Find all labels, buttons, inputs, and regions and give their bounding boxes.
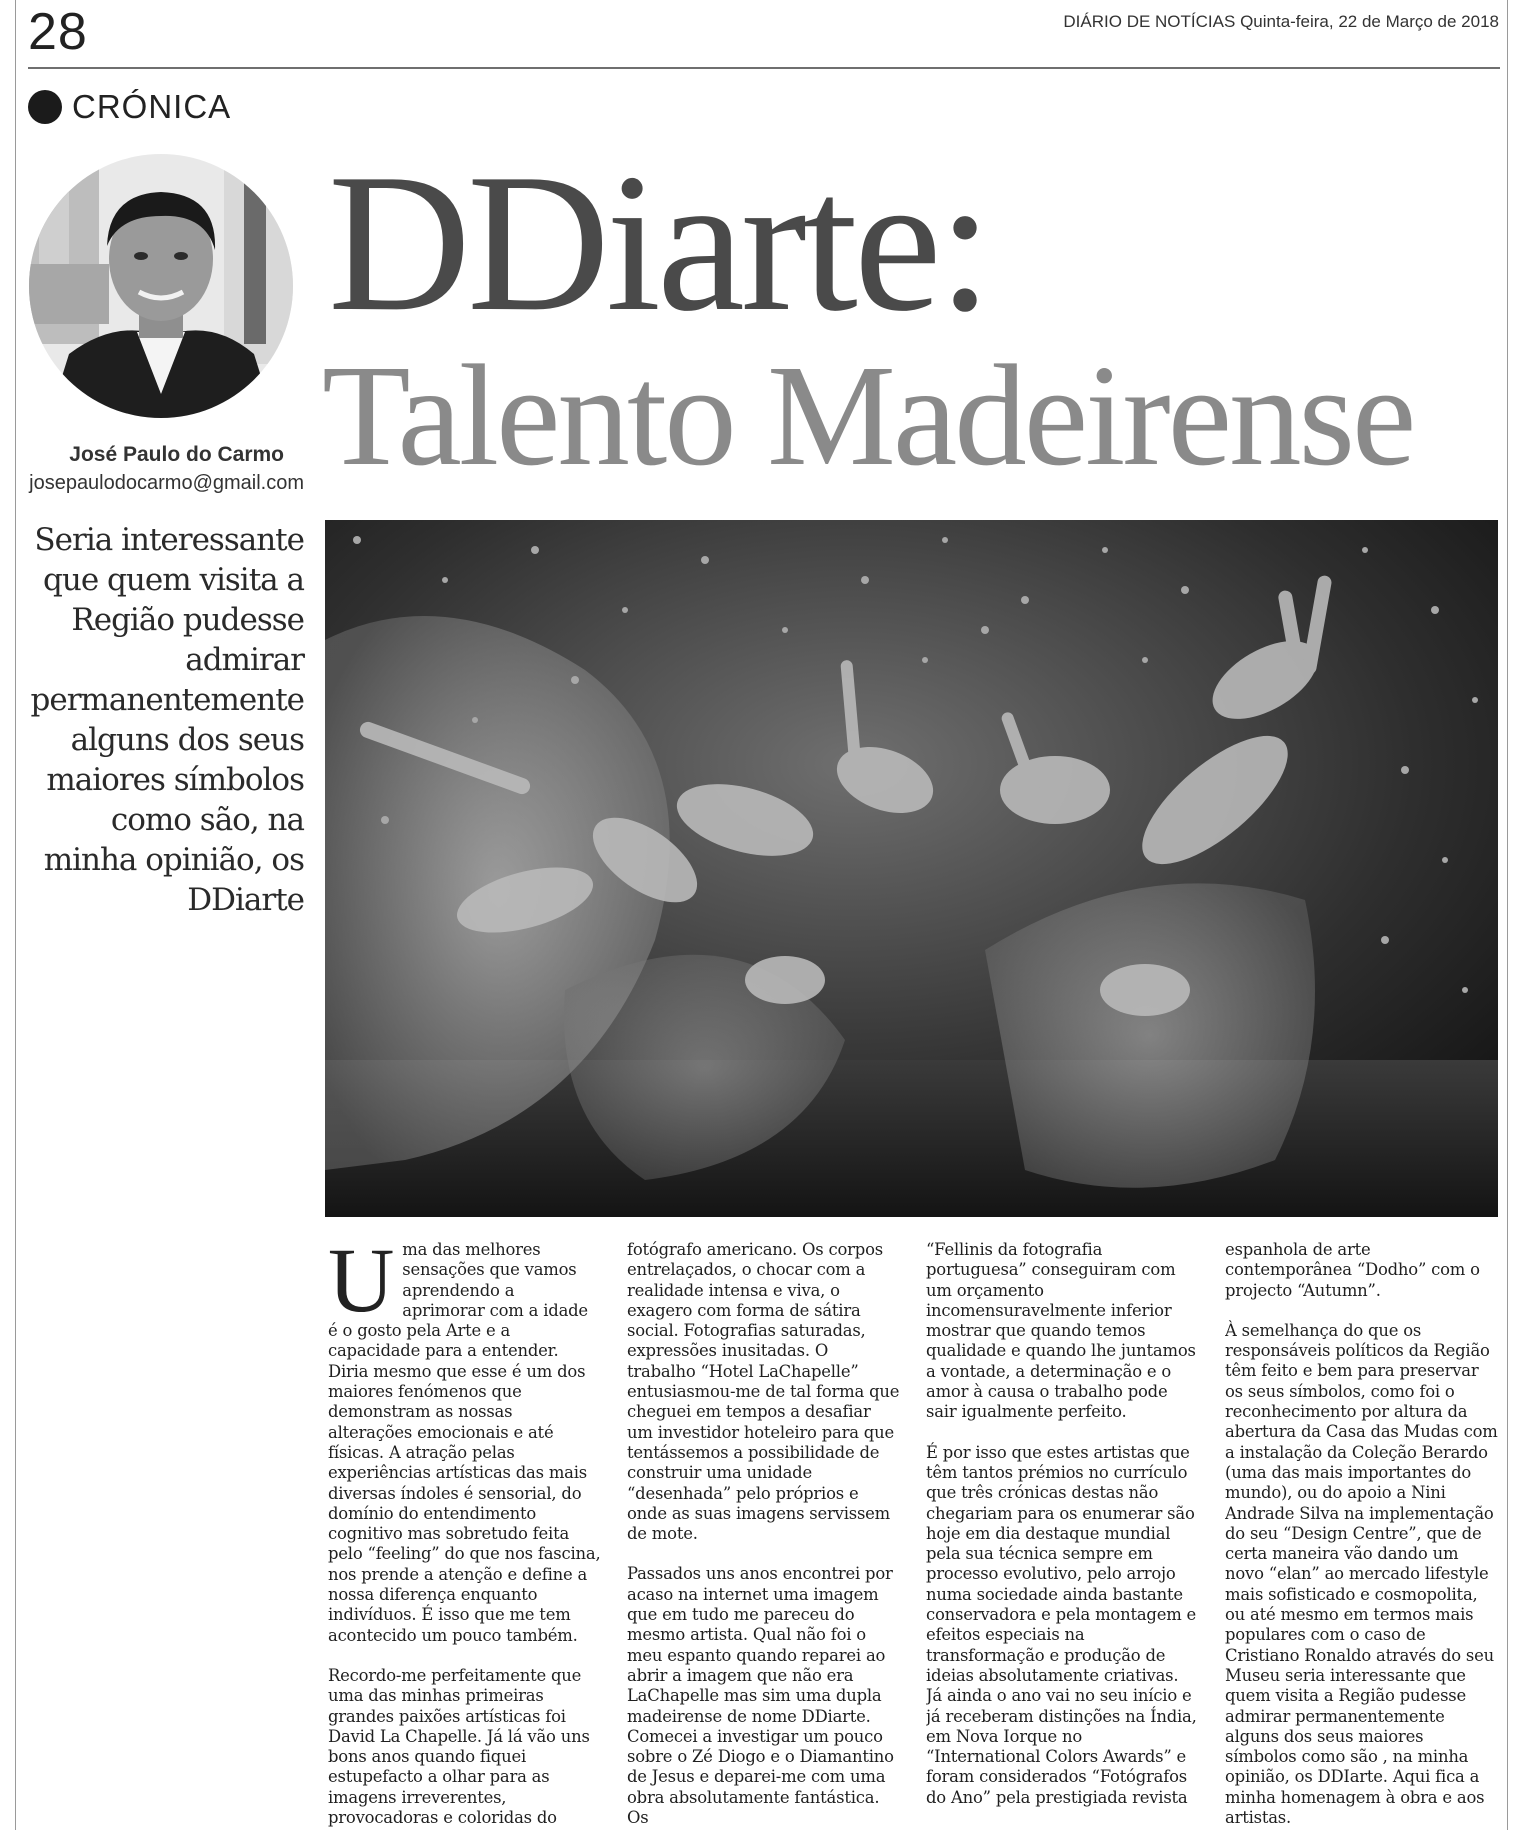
page-frame-left (15, 0, 16, 1830)
article-paragraph: É por isso que estes artistas que têm tantos prémios no currículo que três crónicas destas não chegariam para os enumerar são hoje em dia destaque mundial pela sua técnica sempre em processo evolutivo, pelo arrojo numa sociedade ainda bastante conservadora e pela montagem e efeitos especiais na transformação e produção de ideias absolutamente criativas. Já ainda o ano vai no seu início e já receberam distinções na Índia, em Nova Iorque no “International Colors Awards” e foram considerados “Fotógrafos do Ano” pela prestigiada revista (926, 1442, 1197, 1807)
article-paragraph: Recordo-me perfeitamente que uma das minhas primeiras grandes paixões artísticas foi David La Chapelle. Já lá vão uns bons anos quando fiquei estupefacto a olhar para as imagens irreverentes, provocadoras e coloridas do (328, 1665, 590, 1828)
article-paragraph: À semelhança do que os responsáveis políticos da Região têm feito e bem para preservar os seus símbolos, como foi o reconhecimento por altura da abertura da Casa das Mudas com a instalação da Coleção Berardo (uma das mais importantes do mundo), ou do apoio a Nini Andrade Silva na implementação do seu “Design Centre”, que de certa maneira vão dando um novo “elan” ao mercado lifestyle mais sofisticado e cosmopolita, ou até mesmo em termos mais populares com o caso de Cristiano Ronaldo através do seu Museu seria interessante que quem visita a Região pudesse admirar permanentemente alguns dos seus maiores símbolos como são , na minha opinião, os DDIarte. Aqui fica a minha homenagem à obra e aos artistas. (1225, 1320, 1498, 1828)
publication-name: DIÁRIO DE NOTÍCIAS (1063, 12, 1236, 31)
article-column-2 (627, 1240, 900, 1830)
page-frame-right (1507, 0, 1508, 1830)
section-bullet-icon (28, 90, 62, 124)
headline-line-1: DDiarte: (328, 133, 989, 352)
article-column-1 (328, 1240, 601, 1830)
author-photo (29, 154, 293, 418)
section-label (28, 88, 231, 126)
article-column-3 (926, 1240, 1199, 1830)
page-number: 28 (28, 3, 88, 61)
article-body (328, 1240, 1498, 1830)
article-paragraph: “Fellinis da fotografia portuguesa” conseguiram com um orçamento incomensuravelmente inferior mostrar que quando temos qualidade e quando lhe juntamos a vontade, a determinação e o amor à causa o trabalho pode sair igualmente perfeito. (926, 1240, 1196, 1422)
publication-date: Quinta-feira, 22 de Março de 2018 (1240, 12, 1499, 31)
pull-quote: Seria interessante que quem visita a Região pudesse admirar permanentemente alguns dos seus maiores símbolos como são, na minha opinião, os DDiarte (30, 522, 304, 918)
feature-photo (325, 520, 1498, 1217)
article-paragraph: fotógrafo americano. Os corpos entrelaçados, o chocar com a realidade intensa e viva, o exagero com forma de sátira social. Fotografias saturadas, expressões inusitadas. O trabalho “Hotel LaChapelle” entusiasmou-me de tal forma que cheguei em tempos a desafiar um investidor hoteleiro para que tentássemos a possibilidade de construir uma unidade “desenhada” pelo próprios e onde as suas imagens servissem de mote. (627, 1240, 900, 1544)
article-paragraph: Passados uns anos encontrei por acaso na internet uma imagem que em tudo me pareceu do mesmo artista. Qual não foi o meu espanto quando reparei ao abrir a imagem que não era LaChapelle mas sim uma dupla madeirense de nome DDiarte. Comecei a investigar um pouco sobre o Zé Diogo e o Diamantino de Jesus e deparei-me com uma obra absolutamente fantástica. Os (627, 1564, 894, 1828)
headline-line-2: Talento Madeirense (322, 336, 1414, 496)
article-column-4 (1225, 1240, 1498, 1830)
author-name: José Paulo do Carmo (69, 443, 284, 466)
drop-cap: U (328, 1240, 395, 1331)
author-email: josepaulodocarmo@gmail.com (29, 472, 304, 494)
section-title: CRÓNICA (72, 88, 232, 125)
article-paragraph: espanhola de arte contemporânea “Dodho” com o projecto “Autumn”. (1225, 1240, 1480, 1300)
article-paragraph: Uma das melhores sensações que vamos aprendendo a aprimorar com a idade é o gosto pela Arte e a capacidade para a entender. Diria mesmo que esse é um dos maiores fenómenos que demonstram as nossas alterações emocionais e até físicas. A atração pelas experiências artísticas das mais diversas índoles é sensorial, do domínio do entendimento cognitivo mas sobretudo feita pelo “feeling” do que nos fascina, nos prende a atenção e define a nossa diferença enquanto indivíduos. É isso que me tem acontecido um pouco também. (328, 1240, 601, 1645)
publication-header (1063, 12, 1499, 32)
header-rule (28, 67, 1500, 69)
